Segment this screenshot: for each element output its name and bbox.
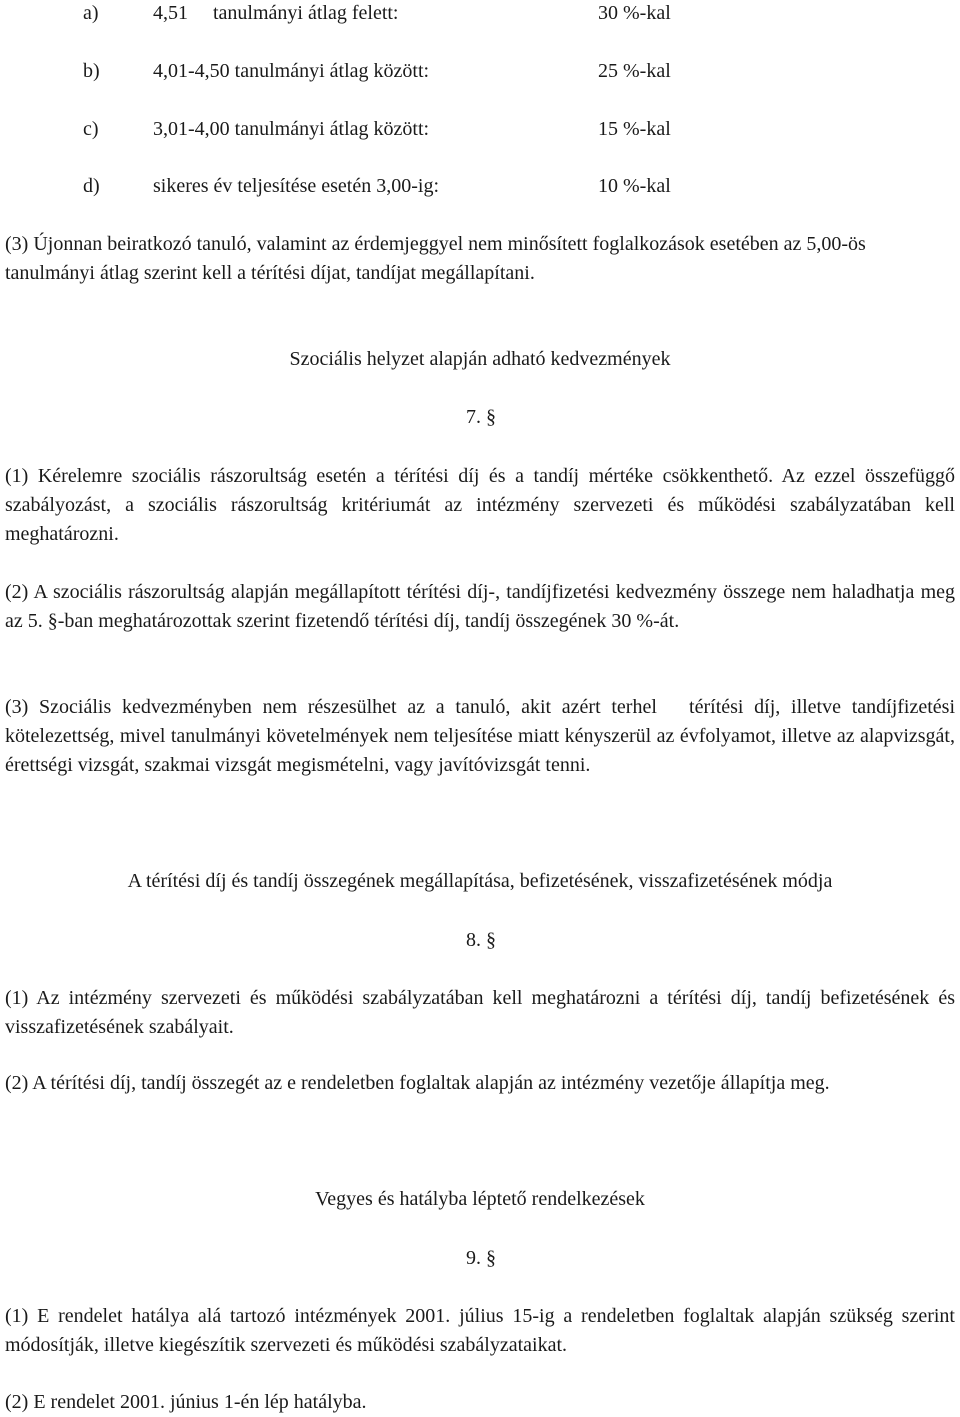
list-item-description: 3,01-4,00 tanulmányi átlag között: (153, 118, 430, 140)
paragraph-7-2: (2) A szociális rászorultság alapján megállapított térítési díj-, tandíjfizetési kedvezmény összege nem haladhatja meg az 5. §-ban meghatározottak szerint fizetendő térítési díj, tandíj összegének 30 %-át. (5, 581, 955, 632)
section-heading-text: Vegyes és hatályba léptető rendelkezések (315, 1188, 645, 1210)
paragraph-8-1: (1) Az intézmény szervezeti és működési szabályzatában kell meghatározni a térítési díj, tandíj befizetésének és visszafizetésének szabályait. (5, 987, 955, 1038)
paragraph-9-1: (1) E rendelet hatálya alá tartozó intézmények 2001. július 15-ig a rendeletben foglaltak alapján szükség szerint módosítják, illetve kiegészítik szervezeti és működési szabályzataikat. (5, 1305, 955, 1356)
section-number-7: 7. § (466, 406, 496, 428)
paragraph-6-3: (3) Újonnan beiratkozó tanuló, valamint az érdemjeggyel nem minősített foglalkozások esetében az 5,00-ös tanulmányi átlag szerint kell a térítési díjat, tandíjat megállapítani. (5, 233, 866, 284)
list-item-percentage: 30 %-kal (598, 2, 671, 24)
section-heading-fee (0, 868, 960, 894)
list-item-letter: b) (83, 60, 100, 82)
section-heading-text: A térítési díj és tandíj összegének megállapítása, befizetésének, visszafizetésének módja (127, 870, 833, 892)
list-item-percentage: 10 %-kal (598, 175, 671, 197)
section-heading-text: Szociális helyzet alapján adható kedvezmények (289, 348, 671, 370)
section-number-9: 9. § (466, 1247, 496, 1269)
paragraph-8-2: (2) A térítési díj, tandíj összegét az e rendeletben foglaltak alapján az intézmény vezetője állapítja meg. (5, 1072, 830, 1094)
paragraph-9-2: (2) E rendelet 2001. június 1-én lép hatályba. (5, 1391, 367, 1413)
section-heading-social (0, 346, 960, 372)
list-item-description: 4,01-4,50 tanulmányi átlag között: (153, 60, 430, 82)
list-item-letter: a) (83, 2, 99, 24)
section-heading-misc (0, 1186, 960, 1212)
list-item-description: 4,51 tanulmányi átlag felett: (153, 2, 399, 24)
paragraph-7-1: (1) Kérelemre szociális rászorultság esetén a térítési díj és a tandíj mértéke csökkenthető. Az ezzel összefüggő szabályozást, a szociális rászorultság kritériumát az intézmény szervezeti és működési szabályzatában kell meghatározni. (5, 465, 955, 545)
list-item-percentage: 25 %-kal (598, 60, 671, 82)
list-item-description: sikeres év teljesítése esetén 3,00-ig: (153, 175, 440, 197)
paragraph-7-3: (3) Szociális kedvezményben nem részesülhet az a tanuló, akit azért terhel térítési díj, illetve tandíjfizetési kötelezettség, mivel tanulmányi követelmények nem teljesítése miatt kényszerül az évfolyamot, illetve az alapvizsgát, érettségi vizsgát, szakmai vizsgát megismételni, vagy javítóvizsgát tenni. (5, 696, 960, 776)
list-item-percentage: 15 %-kal (598, 118, 671, 140)
list-item-letter: d) (83, 175, 100, 197)
section-number-8: 8. § (466, 929, 496, 951)
list-item-letter: c) (83, 118, 99, 140)
